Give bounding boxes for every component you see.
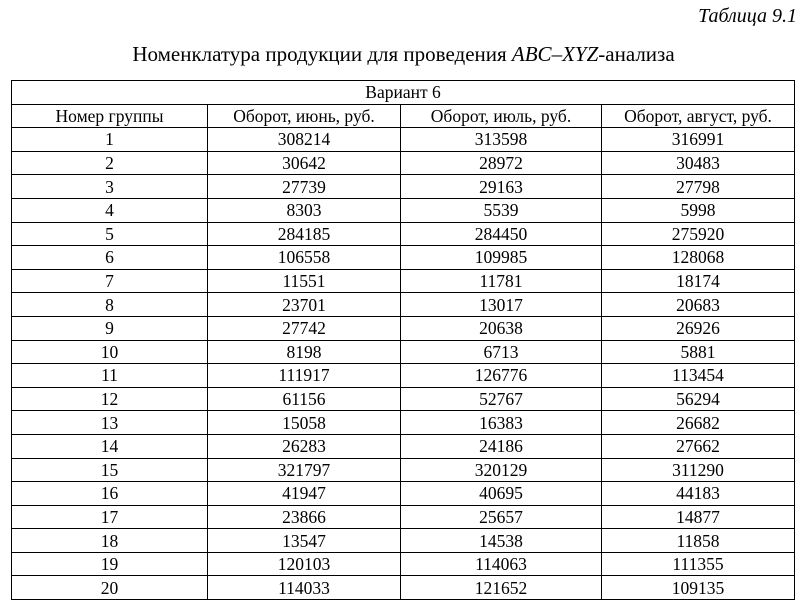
table-row (12, 387, 795, 411)
turnover-july-cell: 284450 (401, 222, 602, 246)
title-prefix: Номенклатура продукции для проведения (132, 42, 512, 66)
turnover-table (11, 80, 795, 600)
turnover-august-cell: 109135 (602, 576, 795, 600)
turnover-july-cell: 13017 (401, 293, 602, 317)
turnover-july-cell: 114063 (401, 552, 602, 576)
turnover-august-cell: 316991 (602, 128, 795, 152)
turnover-august-cell: 44183 (602, 482, 795, 506)
turnover-june-cell: 11551 (208, 269, 401, 293)
header-turnover-june: Оборот, июнь, руб. (208, 104, 401, 128)
turnover-august-cell: 27662 (602, 434, 795, 458)
table-row (12, 529, 795, 553)
variant-row (12, 81, 795, 105)
turnover-august-cell: 27798 (602, 175, 795, 199)
turnover-june-cell: 106558 (208, 246, 401, 270)
table-row (12, 411, 795, 435)
group-number-cell: 20 (12, 576, 208, 600)
turnover-august-cell: 311290 (602, 458, 795, 482)
group-number-cell: 5 (12, 222, 208, 246)
turnover-august-cell: 111355 (602, 552, 795, 576)
turnover-july-cell: 52767 (401, 387, 602, 411)
turnover-july-cell: 320129 (401, 458, 602, 482)
turnover-july-cell: 126776 (401, 364, 602, 388)
turnover-july-cell: 24186 (401, 434, 602, 458)
group-number-cell: 16 (12, 482, 208, 506)
turnover-june-cell: 308214 (208, 128, 401, 152)
group-number-cell: 1 (12, 128, 208, 152)
turnover-july-cell: 6713 (401, 340, 602, 364)
table-row (12, 128, 795, 152)
turnover-june-cell: 26283 (208, 434, 401, 458)
header-group-number: Номер группы (12, 104, 208, 128)
turnover-june-cell: 23866 (208, 505, 401, 529)
turnover-august-cell: 56294 (602, 387, 795, 411)
turnover-july-cell: 121652 (401, 576, 602, 600)
group-number-cell: 3 (12, 175, 208, 199)
group-number-cell: 8 (12, 293, 208, 317)
group-number-cell: 19 (12, 552, 208, 576)
table-caption: Таблица 9.1 (698, 5, 797, 27)
group-number-cell: 11 (12, 364, 208, 388)
turnover-july-cell: 14538 (401, 529, 602, 553)
table-row (12, 434, 795, 458)
header-turnover-august: Оборот, август, руб. (602, 104, 795, 128)
turnover-june-cell: 8198 (208, 340, 401, 364)
turnover-june-cell: 13547 (208, 529, 401, 553)
turnover-august-cell: 26682 (602, 411, 795, 435)
group-number-cell: 10 (12, 340, 208, 364)
table-row (12, 458, 795, 482)
group-number-cell: 17 (12, 505, 208, 529)
turnover-august-cell: 128068 (602, 246, 795, 270)
group-number-cell: 6 (12, 246, 208, 270)
page-title (0, 41, 807, 67)
group-number-cell: 7 (12, 269, 208, 293)
table-body (12, 128, 795, 600)
group-number-cell: 15 (12, 458, 208, 482)
group-number-cell: 4 (12, 198, 208, 222)
turnover-august-cell: 113454 (602, 364, 795, 388)
table-row (12, 576, 795, 600)
group-number-cell: 2 (12, 151, 208, 175)
table-row (12, 316, 795, 340)
turnover-july-cell: 25657 (401, 505, 602, 529)
turnover-august-cell: 14877 (602, 505, 795, 529)
table-row (12, 222, 795, 246)
turnover-june-cell: 321797 (208, 458, 401, 482)
table-row (12, 198, 795, 222)
turnover-july-cell: 16383 (401, 411, 602, 435)
variant-label: Вариант 6 (12, 81, 795, 105)
header-turnover-july: Оборот, июль, руб. (401, 104, 602, 128)
turnover-july-cell: 20638 (401, 316, 602, 340)
turnover-july-cell: 313598 (401, 128, 602, 152)
turnover-june-cell: 41947 (208, 482, 401, 506)
title-abc: ABC (511, 42, 552, 66)
table-row (12, 482, 795, 506)
title-xyz: XYZ (562, 42, 599, 66)
turnover-june-cell: 8303 (208, 198, 401, 222)
turnover-august-cell: 26926 (602, 316, 795, 340)
table-row (12, 340, 795, 364)
table-row (12, 151, 795, 175)
turnover-june-cell: 23701 (208, 293, 401, 317)
turnover-july-cell: 29163 (401, 175, 602, 199)
turnover-july-cell: 11781 (401, 269, 602, 293)
turnover-june-cell: 120103 (208, 552, 401, 576)
turnover-august-cell: 20683 (602, 293, 795, 317)
group-number-cell: 18 (12, 529, 208, 553)
turnover-june-cell: 30642 (208, 151, 401, 175)
table-row (12, 175, 795, 199)
title-dash: – (551, 42, 563, 66)
turnover-august-cell: 30483 (602, 151, 795, 175)
turnover-july-cell: 28972 (401, 151, 602, 175)
turnover-august-cell: 5998 (602, 198, 795, 222)
turnover-august-cell: 18174 (602, 269, 795, 293)
turnover-july-cell: 109985 (401, 246, 602, 270)
turnover-june-cell: 284185 (208, 222, 401, 246)
turnover-august-cell: 5881 (602, 340, 795, 364)
turnover-august-cell: 11858 (602, 529, 795, 553)
group-number-cell: 12 (12, 387, 208, 411)
table-row (12, 269, 795, 293)
group-number-cell: 14 (12, 434, 208, 458)
turnover-june-cell: 27742 (208, 316, 401, 340)
turnover-july-cell: 40695 (401, 482, 602, 506)
group-number-cell: 9 (12, 316, 208, 340)
table-row (12, 246, 795, 270)
table-row (12, 552, 795, 576)
turnover-august-cell: 275920 (602, 222, 795, 246)
header-row (12, 104, 795, 128)
group-number-cell: 13 (12, 411, 208, 435)
table-row (12, 505, 795, 529)
turnover-june-cell: 111917 (208, 364, 401, 388)
table-row (12, 293, 795, 317)
table-row (12, 364, 795, 388)
turnover-june-cell: 114033 (208, 576, 401, 600)
turnover-july-cell: 5539 (401, 198, 602, 222)
title-suffix: -анализа (598, 42, 675, 66)
turnover-june-cell: 27739 (208, 175, 401, 199)
turnover-june-cell: 15058 (208, 411, 401, 435)
turnover-june-cell: 61156 (208, 387, 401, 411)
